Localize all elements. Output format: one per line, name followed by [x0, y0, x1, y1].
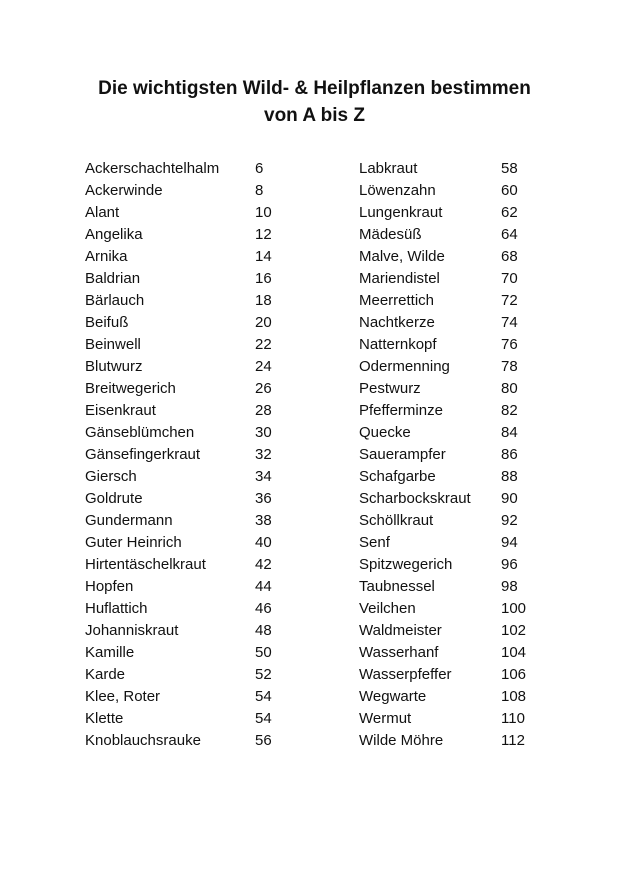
plant-name: Huflattich — [85, 600, 148, 617]
page-number: 74 — [501, 314, 518, 331]
page-number: 106 — [501, 666, 527, 683]
page-number: 86 — [501, 446, 518, 463]
plant-name: Eisenkraut — [85, 402, 156, 419]
plant-name: Arnika — [85, 248, 128, 265]
plant-name: Johanniskraut — [85, 622, 179, 639]
plant-name: Taubnessel — [359, 578, 435, 595]
plant-name: Schafgarbe — [359, 468, 436, 485]
page-number: 20 — [255, 314, 272, 331]
page-number: 12 — [255, 226, 272, 243]
page-number: 46 — [255, 600, 272, 617]
page-number: 28 — [255, 402, 272, 419]
page-number: 48 — [255, 622, 272, 639]
page-number: 10 — [255, 204, 272, 221]
page-number: 92 — [501, 512, 518, 529]
plant-name: Spitzwegerich — [359, 556, 453, 573]
page-number: 68 — [501, 248, 518, 265]
plant-name: Wermut — [359, 710, 412, 727]
plant-name: Wasserhanf — [359, 644, 439, 661]
page-number: 78 — [501, 358, 518, 375]
plant-name: Kamille — [85, 644, 135, 661]
plant-name: Quecke — [359, 424, 411, 441]
page-number: 64 — [501, 226, 518, 243]
page-number: 56 — [255, 732, 272, 749]
plant-name: Gänsefingerkraut — [85, 446, 201, 463]
page-number: 100 — [501, 600, 527, 617]
page-number: 90 — [501, 490, 518, 507]
plant-name: Malve, Wilde — [359, 248, 445, 265]
page-number: 32 — [255, 446, 272, 463]
plant-name: Angelika — [85, 226, 143, 243]
plant-name: Goldrute — [85, 490, 143, 507]
page-number: 82 — [501, 402, 518, 419]
plant-name: Pestwurz — [359, 380, 421, 397]
plant-name: Odermenning — [359, 358, 450, 375]
page-number: 112 — [501, 732, 525, 749]
plant-name: Senf — [359, 534, 390, 551]
plant-name: Mädesüß — [359, 226, 422, 243]
page-number: 110 — [501, 710, 525, 727]
page-number: 104 — [501, 644, 527, 661]
plant-name: Hopfen — [85, 578, 134, 595]
plant-name: Knoblauchsrauke — [85, 732, 201, 749]
plant-name: Labkraut — [359, 160, 418, 177]
page-number: 22 — [255, 336, 272, 353]
plant-name: Löwenzahn — [359, 182, 436, 199]
page-number: 38 — [255, 512, 272, 529]
page-number: 42 — [255, 556, 272, 573]
page-number: 16 — [255, 270, 272, 287]
page-number: 76 — [501, 336, 518, 353]
page-number: 14 — [255, 248, 272, 265]
plant-name: Gänseblümchen — [85, 424, 195, 441]
page-number: 30 — [255, 424, 272, 441]
page-number: 80 — [501, 380, 518, 397]
plant-name: Natternkopf — [359, 336, 437, 353]
plant-name: Lungenkraut — [359, 204, 443, 221]
page-number: 98 — [501, 578, 518, 595]
page-number: 58 — [501, 160, 518, 177]
page-number: 108 — [501, 688, 527, 705]
plant-name: Wegwarte — [359, 688, 427, 705]
plant-name: Schöllkraut — [359, 512, 434, 529]
plant-name: Klette — [85, 710, 124, 727]
page-number: 34 — [255, 468, 272, 485]
page-number: 84 — [501, 424, 518, 441]
plant-name: Wasserpfeffer — [359, 666, 452, 683]
plant-name: Baldrian — [85, 270, 141, 287]
plant-name: Waldmeister — [359, 622, 442, 639]
plant-name: Beifuß — [85, 314, 129, 331]
title-line-2: von A bis Z — [264, 105, 365, 126]
plant-name: Wilde Möhre — [359, 732, 444, 749]
page-number: 96 — [501, 556, 518, 573]
title-line-1: Die wichtigsten Wild- & Heilpflanzen bestimmen — [98, 78, 531, 99]
page-number: 62 — [501, 204, 518, 221]
page-number: 72 — [501, 292, 518, 309]
page-number: 6 — [255, 160, 264, 177]
plant-name: Klee, Roter — [85, 688, 161, 705]
plant-name: Giersch — [85, 468, 137, 485]
page-number: 8 — [255, 182, 264, 199]
plant-name: Breitwegerich — [85, 380, 176, 397]
plant-name: Nachtkerze — [359, 314, 435, 331]
page-number: 54 — [255, 688, 272, 705]
plant-name: Ackerschachtelhalm — [85, 160, 220, 177]
plant-name: Gundermann — [85, 512, 173, 529]
plant-name: Scharbockskraut — [359, 490, 471, 507]
plant-name: Karde — [85, 666, 126, 683]
page-number: 70 — [501, 270, 518, 287]
plant-name: Sauerampfer — [359, 446, 446, 463]
plant-name: Veilchen — [359, 600, 416, 617]
page-number: 60 — [501, 182, 518, 199]
page-number: 50 — [255, 644, 272, 661]
plant-name: Hirtentäschelkraut — [85, 556, 206, 573]
plant-name: Bärlauch — [85, 292, 145, 309]
page-number: 88 — [501, 468, 518, 485]
page-number: 44 — [255, 578, 272, 595]
plant-name: Mariendistel — [359, 270, 440, 287]
plant-name: Blutwurz — [85, 358, 143, 375]
plant-name: Ackerwinde — [85, 182, 163, 199]
page-number: 24 — [255, 358, 272, 375]
plant-name: Beinwell — [85, 336, 141, 353]
plant-name: Guter Heinrich — [85, 534, 182, 551]
page-number: 52 — [255, 666, 272, 683]
plant-name: Meerrettich — [359, 292, 435, 309]
page-number: 102 — [501, 622, 527, 639]
plant-name: Alant — [85, 204, 120, 221]
page-number: 40 — [255, 534, 272, 551]
plant-name: Pfefferminze — [359, 402, 443, 419]
page-number: 94 — [501, 534, 518, 551]
page-number: 54 — [255, 710, 272, 727]
page-number: 26 — [255, 380, 272, 397]
page-number: 36 — [255, 490, 272, 507]
page-number: 18 — [255, 292, 272, 309]
